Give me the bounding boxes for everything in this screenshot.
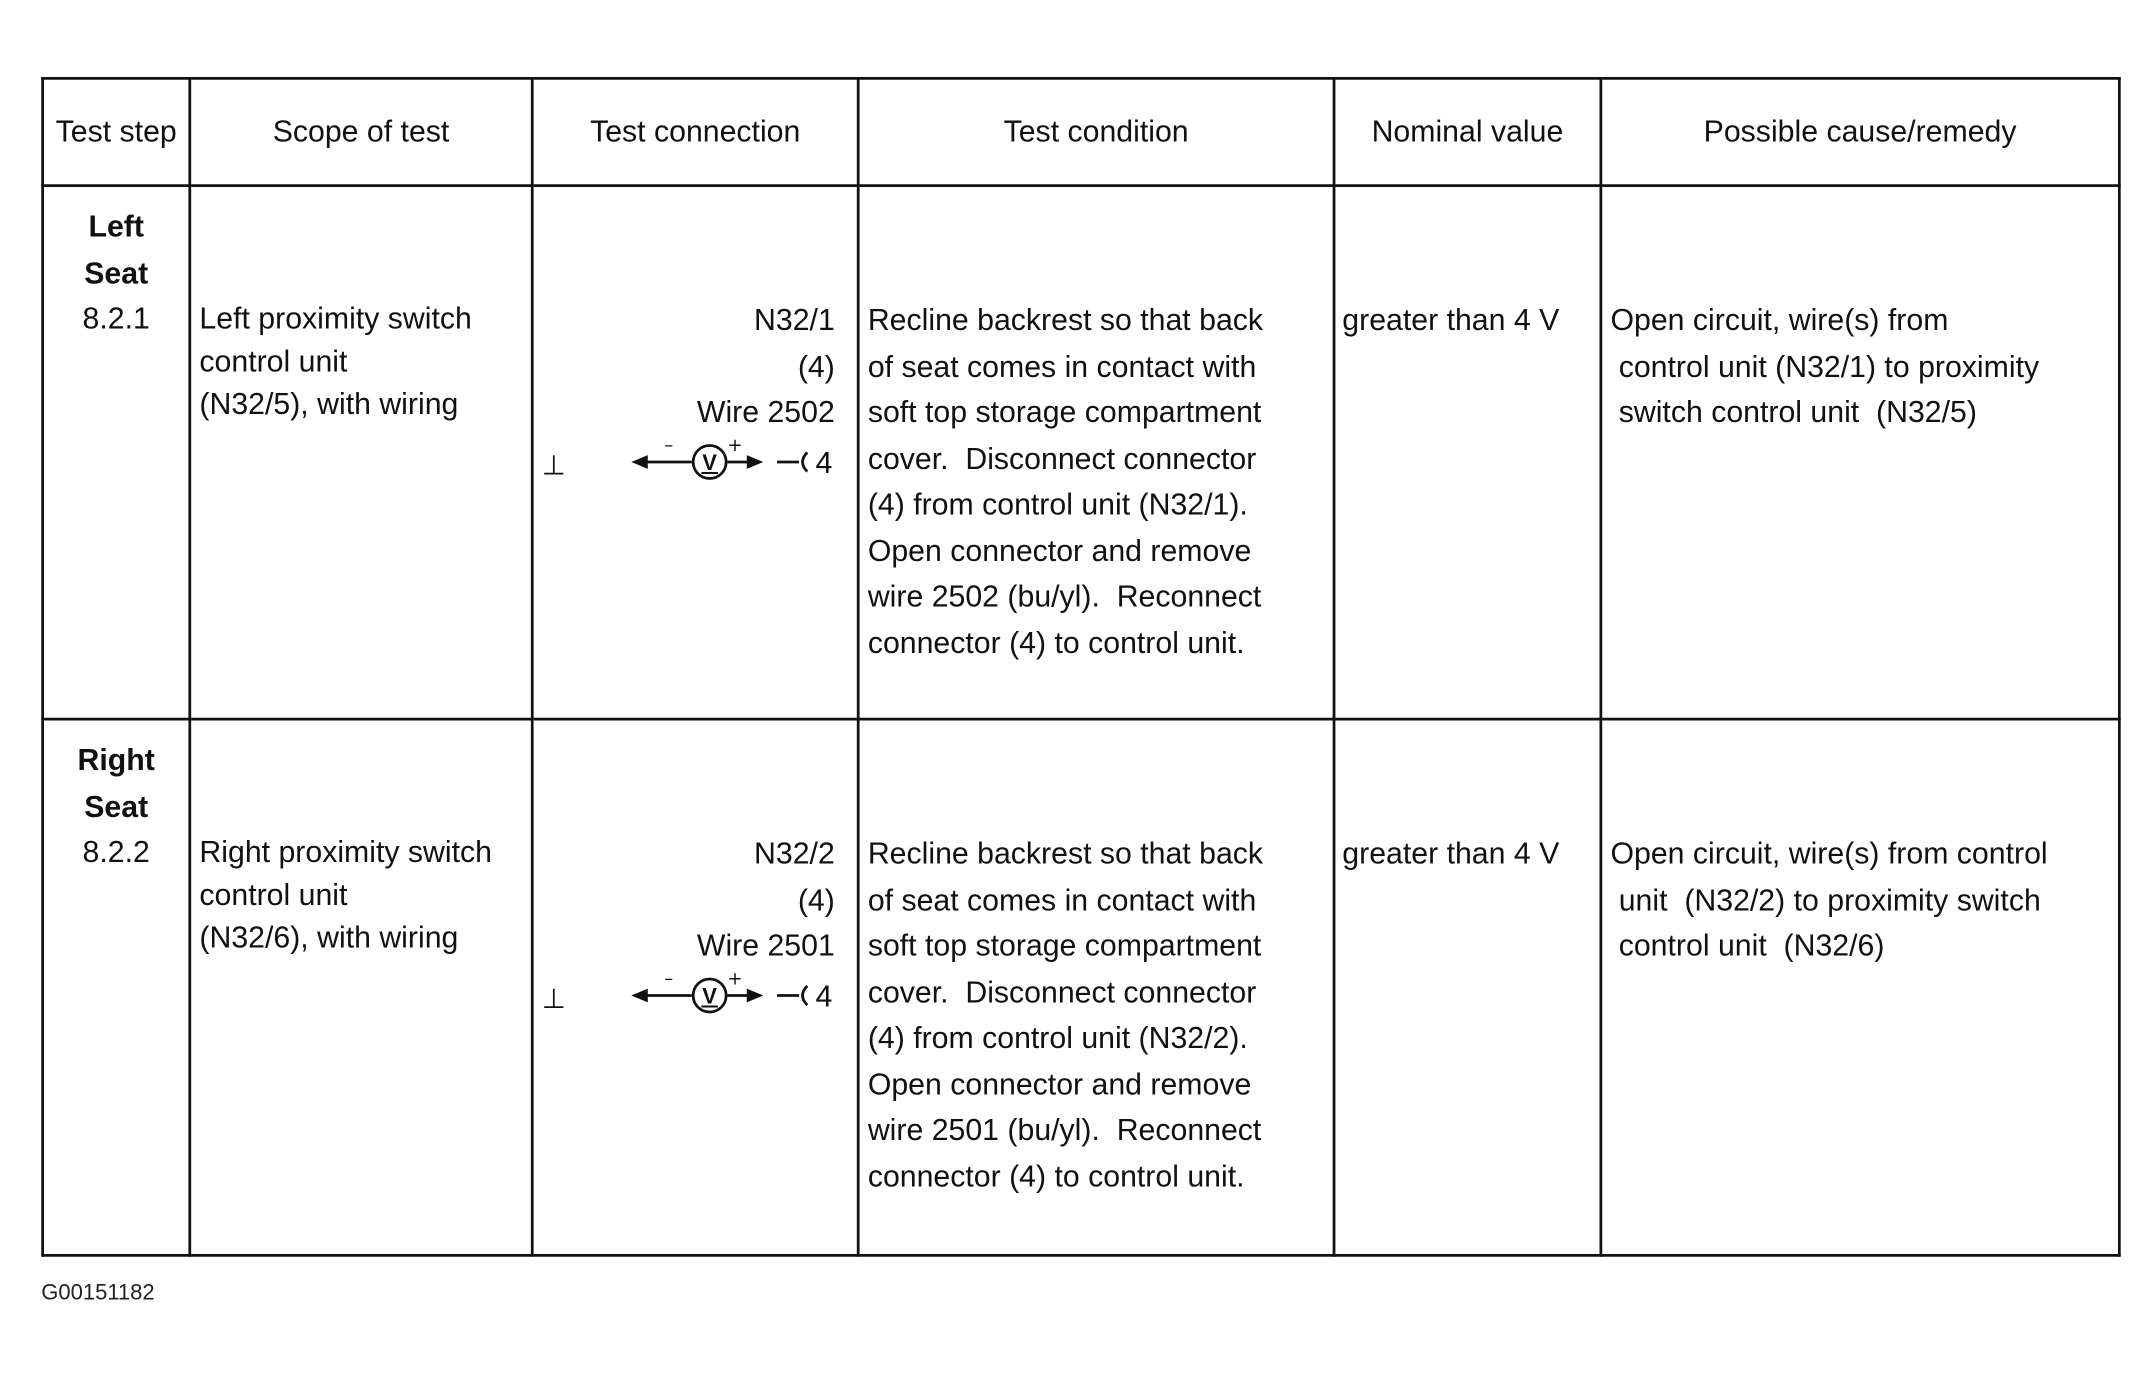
scope-line: Left proximity switch <box>199 301 472 336</box>
condition-cell <box>858 719 1334 1255</box>
svg-text:+: + <box>727 435 743 456</box>
nominal-value: greater than 4 V <box>1342 836 1560 871</box>
voltmeter-icon <box>631 968 837 1018</box>
svg-text:+: + <box>727 968 743 990</box>
header-connection: Test connection <box>532 78 858 185</box>
test-connection-diagram <box>542 968 838 1018</box>
header-test-step: Test step <box>43 78 190 185</box>
connector-label: (4) <box>797 882 835 917</box>
header-row <box>43 78 2120 185</box>
nominal-value: greater than 4 V <box>1342 302 1560 337</box>
condition-line: Recline backrest so that back <box>867 302 1264 337</box>
ground-icon: ⊥ <box>541 448 566 482</box>
condition-line: (4) from control unit (N32/2). <box>867 1020 1248 1055</box>
scope-line: control unit <box>199 877 348 912</box>
remedy-cell <box>1601 186 2119 720</box>
wire-label: Wire 2501 <box>696 928 835 963</box>
condition-line: (4) from control unit (N32/1). <box>867 486 1248 522</box>
connector-label: (4) <box>797 348 835 383</box>
table-row <box>43 719 2120 1255</box>
table-row <box>43 186 2120 720</box>
scope-line: (N32/5), with wiring <box>199 386 459 421</box>
seat-label: Seat <box>84 255 149 290</box>
voltmeter-icon <box>631 435 837 485</box>
seat-label: Right <box>77 742 155 777</box>
scope-cell <box>190 186 532 720</box>
scope-cell <box>190 719 532 1255</box>
condition-line: of seat comes in contact with <box>867 882 1257 917</box>
svg-text:–: – <box>664 968 674 990</box>
test-step-cell <box>43 186 190 720</box>
step-number: 8.2.1 <box>82 301 150 336</box>
svg-text:V: V <box>702 983 717 1009</box>
connection-cell <box>532 719 858 1255</box>
condition-line: Open connector and remove <box>867 1066 1252 1101</box>
ground-icon: ⊥ <box>541 981 566 1015</box>
connection-cell <box>532 186 858 720</box>
condition-line: connector (4) to control unit. <box>867 1158 1245 1193</box>
remedy-line: control unit (N32/1) to proximity <box>1618 348 2040 383</box>
condition-line: soft top storage compartment <box>867 394 1262 429</box>
header-remedy: Possible cause/remedy <box>1601 78 2119 185</box>
terminal-number: 4 <box>815 447 833 480</box>
remedy-line: Open circuit, wire(s) from <box>1610 302 1949 337</box>
condition-line: Open connector and remove <box>867 532 1252 568</box>
remedy-line: control unit (N32/6) <box>1618 928 1885 963</box>
figure-id: G00151182 <box>41 1281 155 1305</box>
seat-label: Left <box>88 209 144 244</box>
condition-cell <box>858 186 1334 720</box>
header-scope: Scope of test <box>190 78 532 185</box>
remedy-line: switch control unit (N32/5) <box>1618 394 1977 429</box>
condition-line: wire 2501 (bu/yl). Reconnect <box>867 1112 1262 1147</box>
seat-label: Seat <box>84 788 149 823</box>
test-table <box>41 77 2120 1257</box>
wire-label: Wire 2502 <box>696 394 835 429</box>
test-connection-diagram <box>542 435 838 485</box>
scope-line: (N32/6), with wiring <box>199 919 459 955</box>
control-unit-label: N32/1 <box>754 302 835 337</box>
scope-line: control unit <box>199 343 348 379</box>
control-unit-label: N32/2 <box>754 836 835 871</box>
condition-line: wire 2502 (bu/yl). Reconnect <box>867 578 1262 614</box>
condition-line: of seat comes in contact with <box>867 348 1257 383</box>
scope-line: Right proximity switch <box>199 834 492 869</box>
svg-text:–: – <box>664 435 674 456</box>
nominal-value-cell <box>1334 719 1601 1255</box>
condition-line: cover. Disconnect connector <box>867 974 1257 1009</box>
nominal-value-cell <box>1334 186 1601 720</box>
remedy-line: unit (N32/2) to proximity switch <box>1618 882 2041 917</box>
remedy-cell <box>1601 719 2119 1255</box>
terminal-number: 4 <box>815 980 833 1014</box>
condition-line: Recline backrest so that back <box>867 836 1264 871</box>
condition-line: soft top storage compartment <box>867 928 1262 963</box>
condition-line: cover. Disconnect connector <box>867 440 1257 476</box>
step-number: 8.2.2 <box>82 834 150 869</box>
remedy-line: Open circuit, wire(s) from control <box>1610 836 2048 871</box>
svg-text:V: V <box>702 450 717 476</box>
test-step-cell <box>43 719 190 1255</box>
header-condition: Test condition <box>858 78 1334 185</box>
condition-line: connector (4) to control unit. <box>867 624 1245 660</box>
header-nominal: Nominal value <box>1334 78 1601 185</box>
